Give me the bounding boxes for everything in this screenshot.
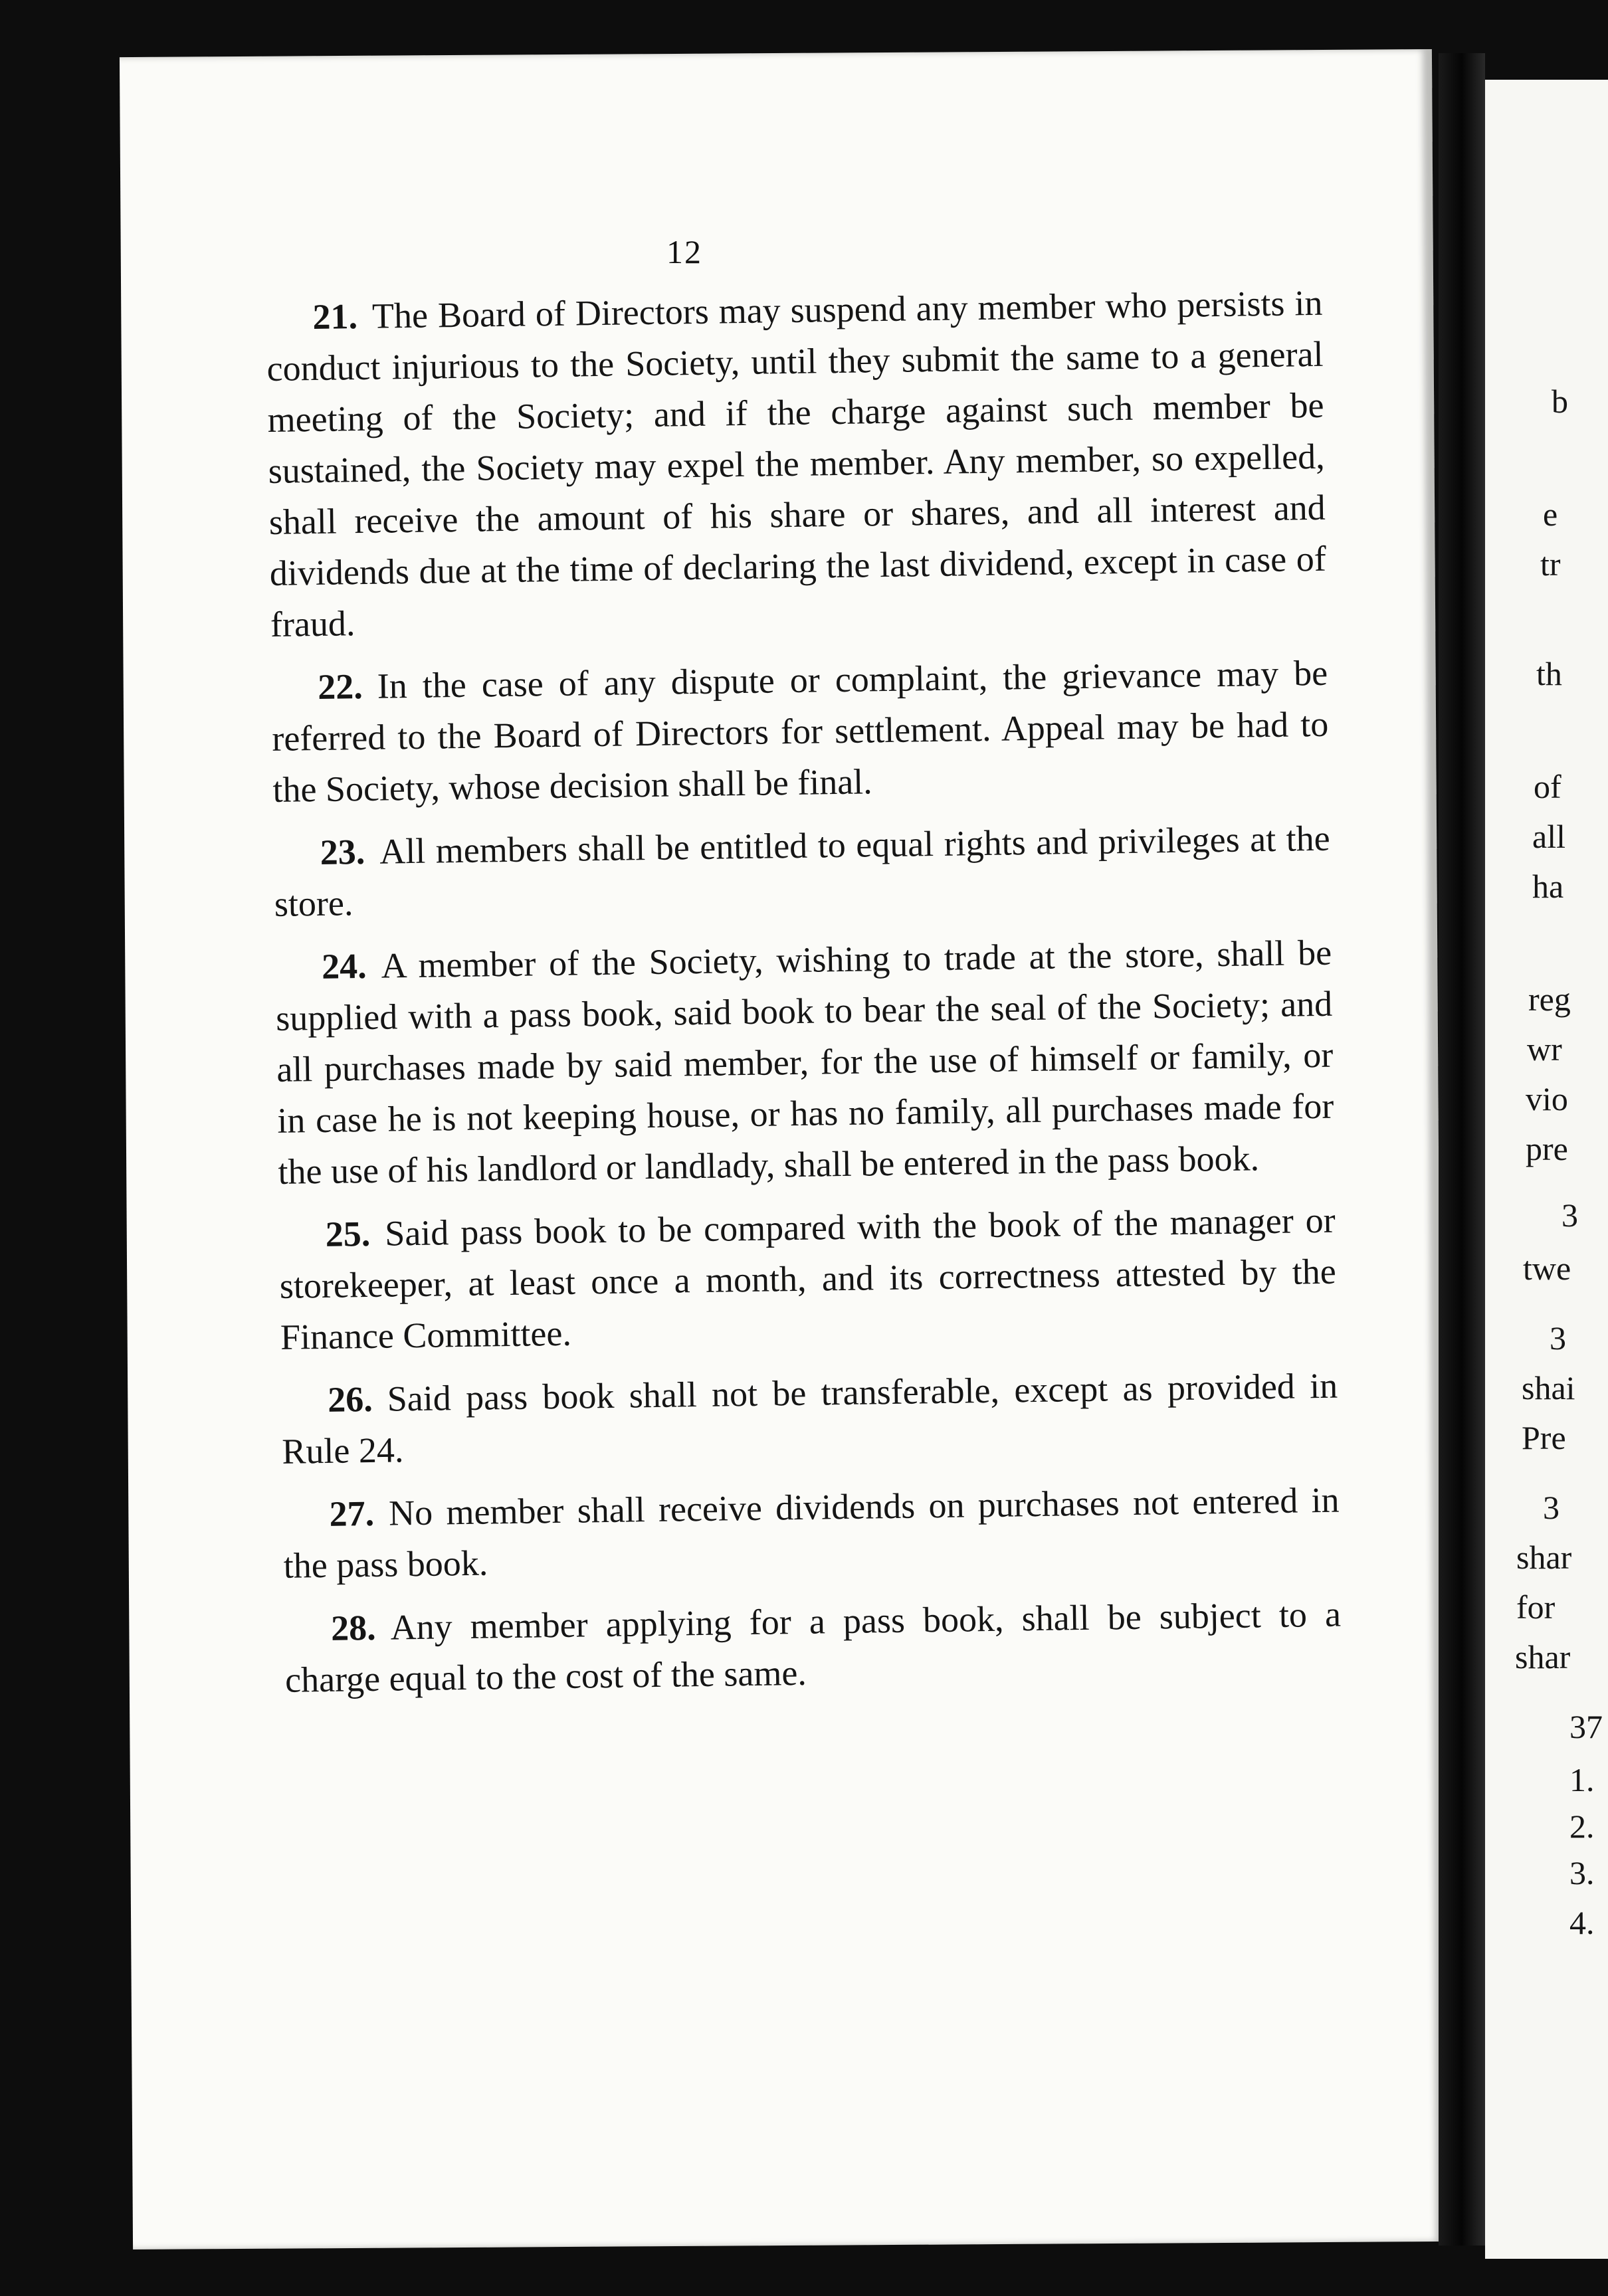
fragment: twe [1523, 1250, 1571, 1287]
fragment: 37 [1569, 1708, 1603, 1745]
fragment: 3 [1543, 1489, 1559, 1526]
rule-number: 22. [317, 666, 363, 707]
rule-text: Said pass book shall not be transferable, except as provided in Rule 24. [281, 1365, 1338, 1472]
rule-text: The Board of Directors may suspend any member who persists in conduct injurious to the Society, until they submit the same to a general meeting of the Society; and if the charge against such member be sustained, the Society may expel the member. Any member, so expelled, shall receive the amount of his share or shares, and all interest and dividends due at the time of declaring the last dividend, except in case of fraud. [266, 282, 1327, 644]
fragment: 4. [1569, 1904, 1595, 1941]
fragment: reg [1528, 981, 1571, 1018]
fragment: 2. [1569, 1808, 1595, 1845]
fragment: b [1552, 383, 1568, 420]
rule-22 [271, 648, 1330, 816]
rule-23 [273, 813, 1331, 930]
rule-number: 27. [329, 1493, 375, 1534]
rule-21 [266, 278, 1327, 650]
rule-26 [281, 1361, 1339, 1478]
fragment: e [1543, 496, 1558, 533]
rule-28 [284, 1589, 1342, 1706]
rule-text: Any member applying for a pass book, shall be subject to a charge equal to the cost of the same. [284, 1594, 1342, 1700]
fragment: ha [1532, 868, 1564, 905]
fragment: 1. [1569, 1761, 1595, 1798]
fragment: 3 [1561, 1196, 1578, 1234]
fragment: shai [1522, 1369, 1575, 1406]
rule-number: 26. [327, 1379, 373, 1420]
rule-text: All members shall be entitled to equal rights and privileges at the store. [274, 818, 1331, 924]
facing-page-fragments [1488, 0, 1608, 2296]
fragment: pre [1526, 1130, 1568, 1167]
fragment: all [1532, 818, 1565, 855]
rule-25 [278, 1195, 1337, 1363]
fragment: th [1536, 655, 1562, 692]
fragment: for [1516, 1588, 1556, 1626]
rule-number: 24. [321, 945, 367, 987]
fragment: wr [1527, 1030, 1562, 1068]
page-number [0, 233, 1608, 271]
fragment: Pre [1522, 1419, 1566, 1456]
fragment: shar [1515, 1638, 1571, 1675]
fragment: 3 [1550, 1319, 1566, 1357]
rule-number: 21. [312, 296, 358, 337]
fragment: tr [1540, 545, 1561, 583]
fragment: 3. [1569, 1854, 1595, 1891]
rule-text: Said pass book to be compared with the book of the manager or storekeeper, at least once a month, and its correctness attested by the Finance Committee. [279, 1200, 1337, 1357]
rule-number: 28. [330, 1607, 376, 1648]
book-gutter [1439, 53, 1485, 2246]
rule-number: 23. [320, 832, 365, 872]
rule-24 [275, 927, 1335, 1198]
rule-text: In the case of any dispute or complaint, the grievance may be referred to the Board of Directors for settlement. Appeal may be had to the Society, whose decision shall be final. [271, 652, 1329, 810]
rules-text-block [266, 278, 1342, 1718]
page-number-text: 12 [666, 233, 702, 270]
fragment: shar [1516, 1539, 1572, 1576]
fragment: of [1534, 768, 1561, 805]
fragment: vio [1526, 1080, 1568, 1117]
rule-27 [282, 1475, 1340, 1592]
rule-text: No member shall receive dividends on purchases not entered in the pass book. [283, 1480, 1340, 1586]
rule-text: A member of the Society, wishing to trade at the store, shall be supplied with a pass book, said book to bear the seal of the Society; and all purchases made by said member, for the use of himself or family, or in case he is not keeping house, or has no family, all purchases made for the use of his landlord or landlady, shall be entered in the pass book. [275, 932, 1334, 1192]
rule-number: 25. [325, 1213, 371, 1254]
